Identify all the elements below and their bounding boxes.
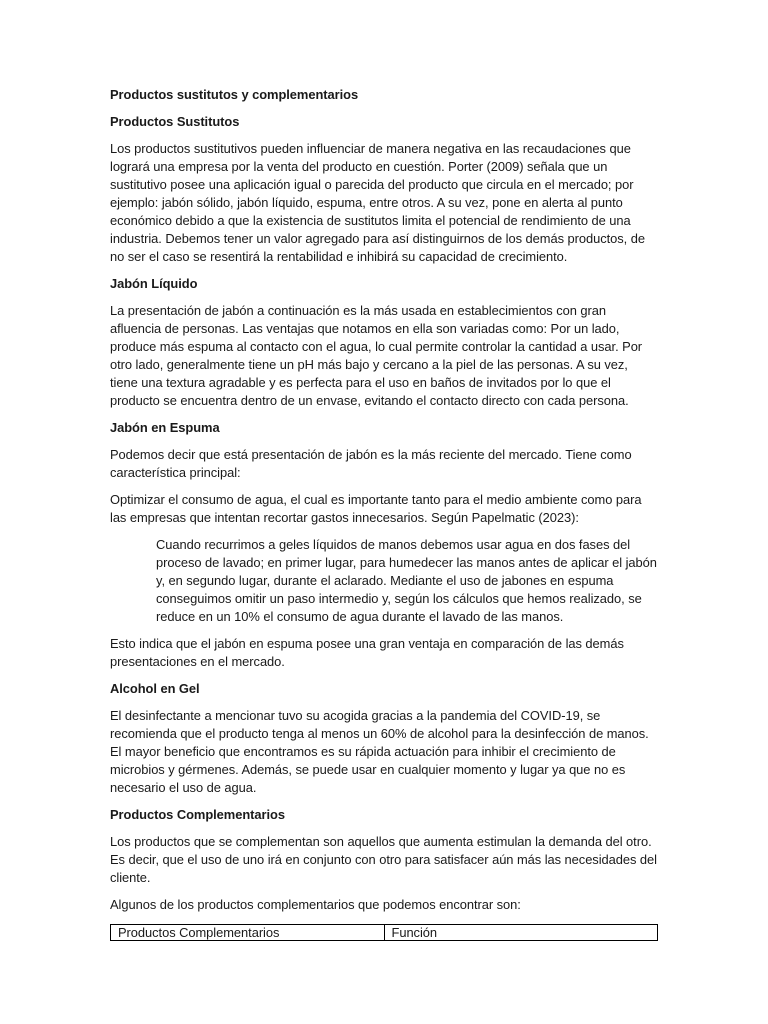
- paragraph-alcohol-gel: El desinfectante a mencionar tuvo su acogida gracias a la pandemia del COVID-19, se recomienda que el producto tenga al menos un 60% de alcohol para la desinfección de manos. El mayor beneficio que encontramos es su rápida actuación para inhibir el crecimiento de microbios y gérmenes. Además, se puede usar en cualquier momento y lugar ya que no es necesario el uso de agua.: [110, 708, 649, 795]
- paragraph-substitutes: Los productos sustitutivos pueden influenciar de manera negativa en las recaudaciones que logrará una empresa por la venta del producto en cuestión. Porter (2009) señala que un sustitutivo posee una aplicación igual o parecida del producto que circula en el mercado; por ejemplo: jabón sólido, jabón líquido, espuma, entre otros. A su vez, pone en alerta al punto económico debido a que la existencia de sustitutos limita el potencial de rendimiento de una industria. Debemos tener un valor agregado para así distinguirnos de los demás productos, de no ser el caso se resentirá la rentabilidad e inhibirá su capacidad de crecimiento.: [110, 141, 645, 264]
- paragraph-foam-soap-intro: Podemos decir que está presentación de jabón es la más reciente del mercado. Tiene como característica principal:: [110, 447, 632, 480]
- heading-liquid-soap: Jabón Líquido: [110, 276, 198, 291]
- block-quote-papelmatic: Cuando recurrimos a geles líquidos de manos debemos usar agua en dos fases del proceso de lavado; en primer lugar, para humedecer las manos antes de aplicar el jabón y, en segundo lugar, durante el aclarado. Mediante el uso de jabones en espuma conseguimos omitir un paso intermedio y, según los cálculos que hemos realizado, se reduce en un 10% el consumo de agua durante el lavado de las manos.: [156, 537, 657, 624]
- paragraph-complements: Los productos que se complementan son aquellos que aumenta estimulan la demanda del otro. Es decir, que el uso de uno irá en conjunto con otro para satisfacer aún más las necesidades del cliente.: [110, 834, 657, 885]
- heading-complements: Productos Complementarios: [110, 807, 285, 822]
- document-title: Productos sustitutos y complementarios: [110, 87, 359, 102]
- heading-alcohol-gel: Alcohol en Gel: [110, 681, 200, 696]
- heading-substitutes: Productos Sustitutos: [110, 114, 240, 129]
- paragraph-foam-soap-water: Optimizar el consumo de agua, el cual es importante tanto para el medio ambiente como para las empresas que intentan recortar gastos innecesarios. Según Papelmatic (2023):: [110, 492, 642, 525]
- table-header-cell-function: Función: [384, 925, 658, 941]
- table-header-cell-products: Productos Complementarios: [111, 925, 385, 941]
- paragraph-foam-soap-conclusion: Esto indica que el jabón en espuma posee una gran ventaja en comparación de las demás presentaciones en el mercado.: [110, 636, 624, 669]
- complements-table: [110, 924, 658, 941]
- heading-foam-soap: Jabón en Espuma: [110, 420, 220, 435]
- document-page: [110, 86, 658, 941]
- table-header-row: [111, 925, 658, 941]
- paragraph-liquid-soap: La presentación de jabón a continuación es la más usada en establecimientos con gran afluencia de personas. Las ventajas que notamos en ella son variadas como: Por un lado, produce más espuma al contacto con el agua, lo cual permite controlar la cantidad a usar. Por otro lado, generalmente tiene un pH más bajo y cercano a la piel de las personas. A su vez, tiene una textura agradable y es perfecta para el uso en baños de invitados por lo que el producto se encuentra dentro de un envase, evitando el contacto directo con cada persona.: [110, 303, 643, 408]
- paragraph-complements-list-intro: Algunos de los productos complementarios que podemos encontrar son:: [110, 897, 521, 912]
